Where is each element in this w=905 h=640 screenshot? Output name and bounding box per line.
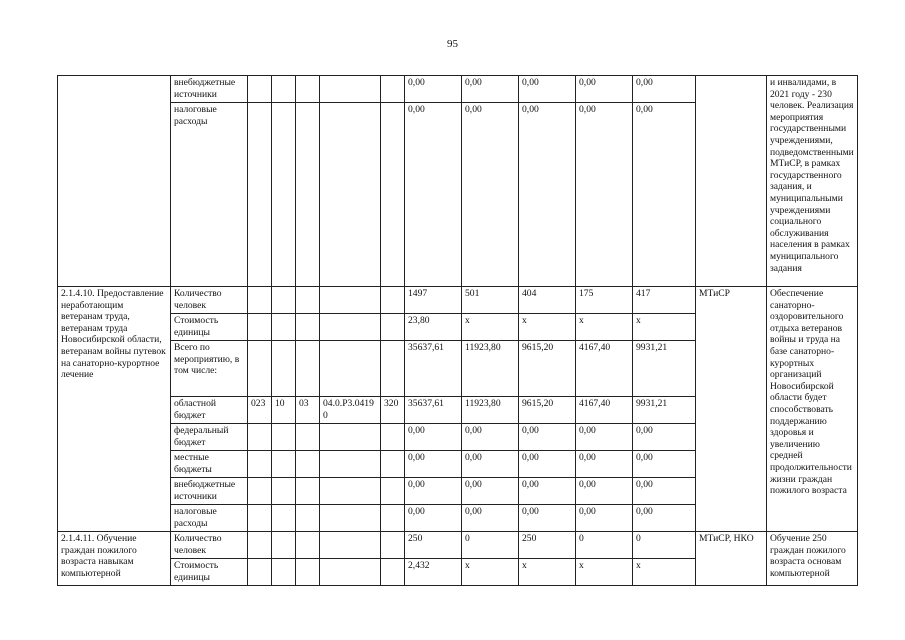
page-number: 95 [447,38,458,50]
result-text: и инвалидами, в 2021 году - 230 человек. Реализация мероприятия государственными учреждениями, подведомственными МТиСР, в рамках государственного задания, и муниципальными учреждениями социального обслуживания населения в рамках муниципального задания [767,76,858,287]
value-year: 0,00 [519,76,576,103]
table-row [58,76,858,103]
executor: МТиСР [696,287,767,532]
vr-code: 320 [381,397,405,424]
source-label: налоговые расходы [171,103,248,287]
pr-code: 03 [296,397,320,424]
table-row: областной бюджет 023 10 03 04.0.P3.04190 320 35637,61 11923,80 9615,20 4167,40 9931,21 [58,397,858,424]
table-row: 2.1.4.10. Предоставление неработающим ветеранам труда, ветеранам труда Новосибирской области, ветеранам войны путевок на санаторно-курортное лечение Количество человек 1497 501 404 175 417 МТиСР Обеспечение санаторно-оздоровительного отдыха ветеранов войны и труда на базе санаторно-курортных организаций Новосибирской области будет способствовать поддержанию здоровья и увеличению средней продолжительности жизни граждан пожилого возраста [58,287,858,314]
table-row: федеральный бюджет 0,00 0,00 0,00 0,00 0,00 [58,424,858,451]
source-label: внебюджетные источники [171,76,248,103]
name-cell-empty [58,76,171,287]
value-total: 0,00 [405,76,462,103]
table-row: Стоимость единицы 2,432 x x x x [58,559,858,586]
result-text: Обеспечение санаторно-оздоровительного отдыха ветеранов войны и труда на базе санаторно-курортных организаций Новосибирской области будет способствовать поддержанию здоровья и увеличению средней продолжительности жизни граждан пожилого возраста [767,287,858,532]
table-row: местные бюджеты 0,00 0,00 0,00 0,00 0,00 [58,451,858,478]
csr-code: 04.0.P3.04190 [320,397,381,424]
table-row: налоговые расходы 0,00 0,00 0,00 0,00 0,00 [58,103,858,287]
indicator-label: Количество человек [171,287,248,314]
table-row: налоговые расходы 0,00 0,00 0,00 0,00 0,00 [58,505,858,532]
executor-cell-empty [696,76,767,287]
table-row: Всего по мероприятию, в том числе: 35637,61 11923,80 9615,20 4167,40 9931,21 [58,341,858,397]
grbs-code: 023 [248,397,272,424]
program-table [57,75,858,586]
table-row: Стоимость единицы 23,80 x x x x [58,314,858,341]
table-row: внебюджетные источники 0,00 0,00 0,00 0,00 0,00 [58,478,858,505]
measure-name: 2.1.4.10. Предоставление неработающим ветеранам труда, ветеранам труда Новосибирской области, ветеранам войны путевок на санаторно-курортное лечение [58,287,171,532]
table-row: 2.1.4.11. Обучение граждан пожилого возраста навыкам компьютерной Количество человек 250 0 250 0 0 МТиСР, НКО Обучение 250 граждан пожилого возраста основам компьютерной [58,532,858,559]
value-year: 0,00 [633,76,696,103]
measure-name: 2.1.4.11. Обучение граждан пожилого возраста навыкам компьютерной [58,532,171,586]
executor: МТиСР, НКО [696,532,767,586]
value-year: 0,00 [576,76,633,103]
value-year: 0,00 [462,76,519,103]
rz-code: 10 [272,397,296,424]
result-text: Обучение 250 граждан пожилого возраста основам компьютерной [767,532,858,586]
